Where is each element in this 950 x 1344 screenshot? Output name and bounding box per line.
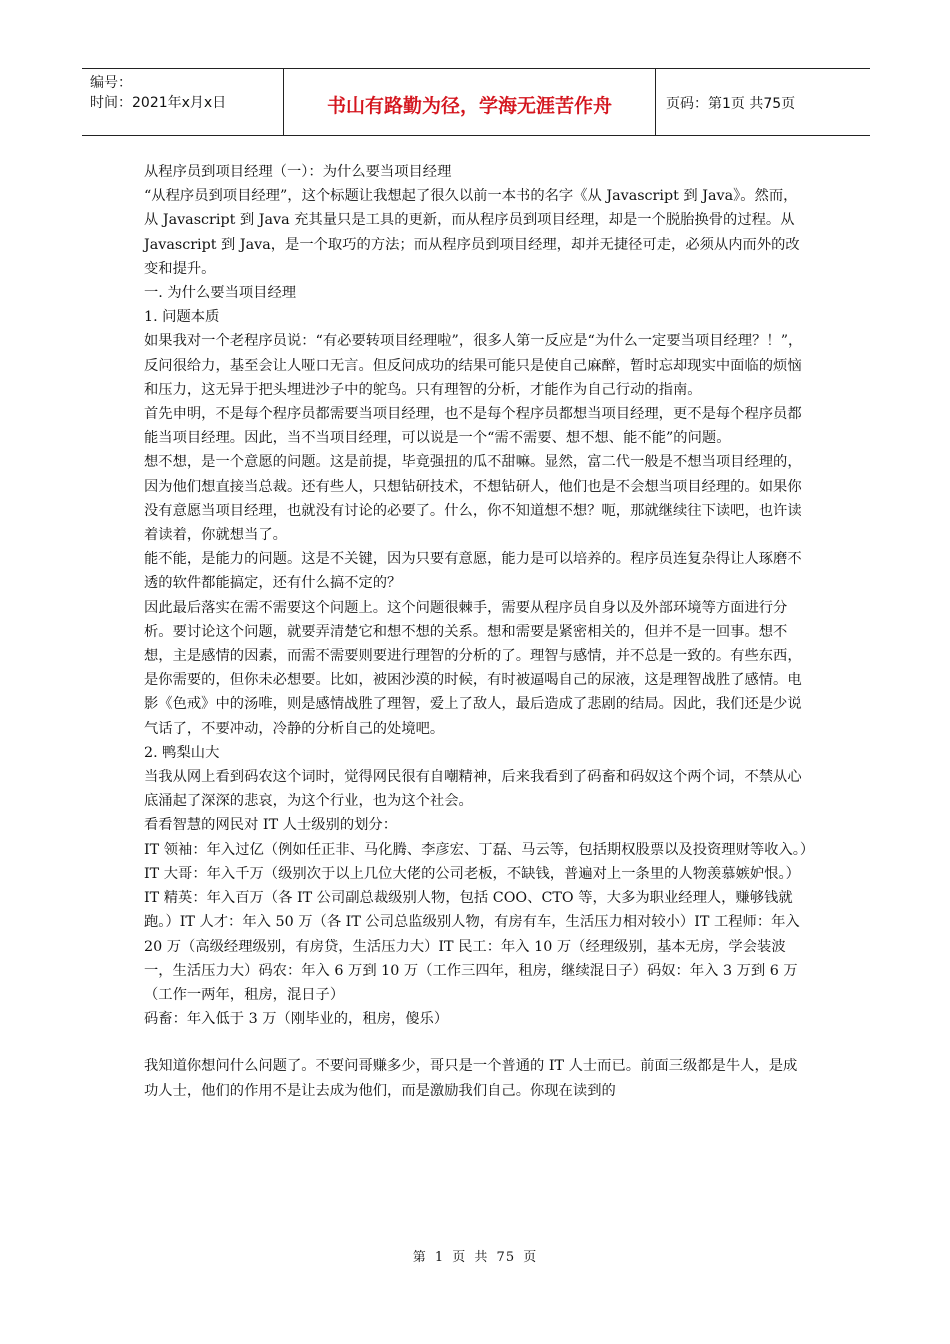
it-levels-list: IT 领袖：年入过亿（例如任正非、马化腾、李彦宏、丁磊、马云等，包括期权股票以及投资理财等收入。）IT 大哥：年入千万（级别次于以上几位大佬的公司老板，不缺钱，普遍对上一条里的人物羡慕嫉妒恨。）IT 精英：年入百万（各 IT 公司副总裁级别人物，包括 COO、CTO 等，大多为职业经理人，赚够钱就跑。）IT 人才：年入 50 万（各 IT 公司总监级别人物，有房有车，生活压力相对较小）IT 工程师：年入 20 万（高级经理级别，有房贷，生活压力大）IT 民工：年入 10 万（经理级别，基本无房，学会装波一，生活压力大）码农：年入 6 万到 10 万（工作三四年，租房，继续混日子）码奴：年入 3 万到 6 万（工作一两年，租房，混日子） <box>144 841 808 1003</box>
page-footer: 第 1 页 共 75 页 <box>412 1250 538 1265</box>
document-title: 从程序员到项目经理（一）：为什么要当项目经理 <box>144 164 452 180</box>
header-page-info: 页码：第1页 共75页 <box>666 96 796 112</box>
paragraph: 如果我对一个老程序员说：“有必要转项目经理啦”，很多人第一反应是“为什么一定要当项目经理？！”，反问很给力，基至会让人哑口无言。但反问成功的结果可能只是使自己麻醉，暂时忘却现实中面临的烦恼和压力，这无异于把头埋进沙子中的鸵鸟。只有理智的分析，才能作为自己行动的指南。 <box>144 333 803 398</box>
paragraph-intro: “从程序员到项目经理”，这个标题让我想起了很久以前一本书的名字《从 Javascript 到 Java》。然而，从 Javascript 到 Java 充其量只是工具的更新，而从程序员到项目经理，却是一个脱胎换骨的过程。从 Javascript 到 Java，是一个取巧的方法；而从程序员到项目经理，却并无捷径可走，必须从内而外的改变和提升。 <box>144 188 800 277</box>
number-label: 编号： <box>90 75 132 91</box>
paragraph: 首先申明，不是每个程序员都需要当项目经理，也不是每个程序员都想当项目经理，更不是每个程序员都能当项目经理。因此，当不当项目经理，可以说是一个“需不需要、想不想、能不能”的问题。 <box>144 406 802 447</box>
paragraph: 能不能，是能力的问题。这是不关键，因为只要有意愿，能力是可以培养的。程序员连复杂得让人琢磨不透的软件都能搞定，还有什么搞不定的？ <box>144 551 802 592</box>
paragraph: 看看智慧的网民对 IT 人士级别的划分： <box>144 817 398 834</box>
page-header <box>82 68 870 136</box>
paragraph: 当我从网上看到码农这个词时，觉得网民很有自嘲精神，后来我看到了码畜和码奴这个两个词，不禁从心底涌起了深深的悲哀，为这个行业，也为这个社会。 <box>144 769 802 810</box>
section-heading-1: 一. 为什么要当项目经理 <box>144 285 297 302</box>
paragraph-closing: 我知道你想问什么问题了。不要问哥赚多少，哥只是一个普通的 IT 人士而已。前面三级都是牛人，是成功人士，他们的作用不是让去成为他们，而是激励我们自己。你现在读到的 <box>144 1058 798 1099</box>
date-label: 时间：2021年x月x日 <box>90 95 227 111</box>
header-meta <box>82 69 283 135</box>
subsection-heading-2: 2. 鸭梨山大 <box>144 744 220 761</box>
paragraph: 想不想，是一个意愿的问题。这是前提，毕竟强扭的瓜不甜嘛。显然，富二代一般是不想当项目经理的，因为他们想直接当总裁。还有些人，只想钻研技术，不想钻研人，他们也是不会想当项目经理的。如果你没有意愿当项目经理，也就没有讨论的必要了。什么，你不知道想不想？呃，那就继续往下读吧，也许读着读着，你就想当了。 <box>144 454 802 544</box>
subsection-heading-1: 1. 问题本质 <box>144 309 220 326</box>
paragraph: 因此最后落实在需不需要这个问题上。这个问题很棘手，需要从程序员自身以及外部环境等方面进行分析。要讨论这个问题，就要弄清楚它和想不想的关系。想和需要是紧密相关的，但并不是一回事。想不想，主是感情的因素，而需不需要则要进行理智的分析的了。理智与感情，并不总是一致的。有些东西，是你需要的，但你未必想要。比如，被困沙漠的时候，有时被逼喝自己的尿液，这是理智战胜了感情。电影《色戒》中的汤唯，则是感情战胜了理智，爱上了敌人，最后造成了悲剧的结局。因此，我们还是少说气话了，不要冲动，冷静的分析自己的处境吧。 <box>144 599 802 737</box>
paragraph: 码畜：年入低于 3 万（刚毕业的，租房，傻乐） <box>144 1011 449 1028</box>
header-motto: 书山有路勤为径，学海无涯苦作舟 <box>283 69 656 135</box>
document-body <box>144 160 810 1103</box>
